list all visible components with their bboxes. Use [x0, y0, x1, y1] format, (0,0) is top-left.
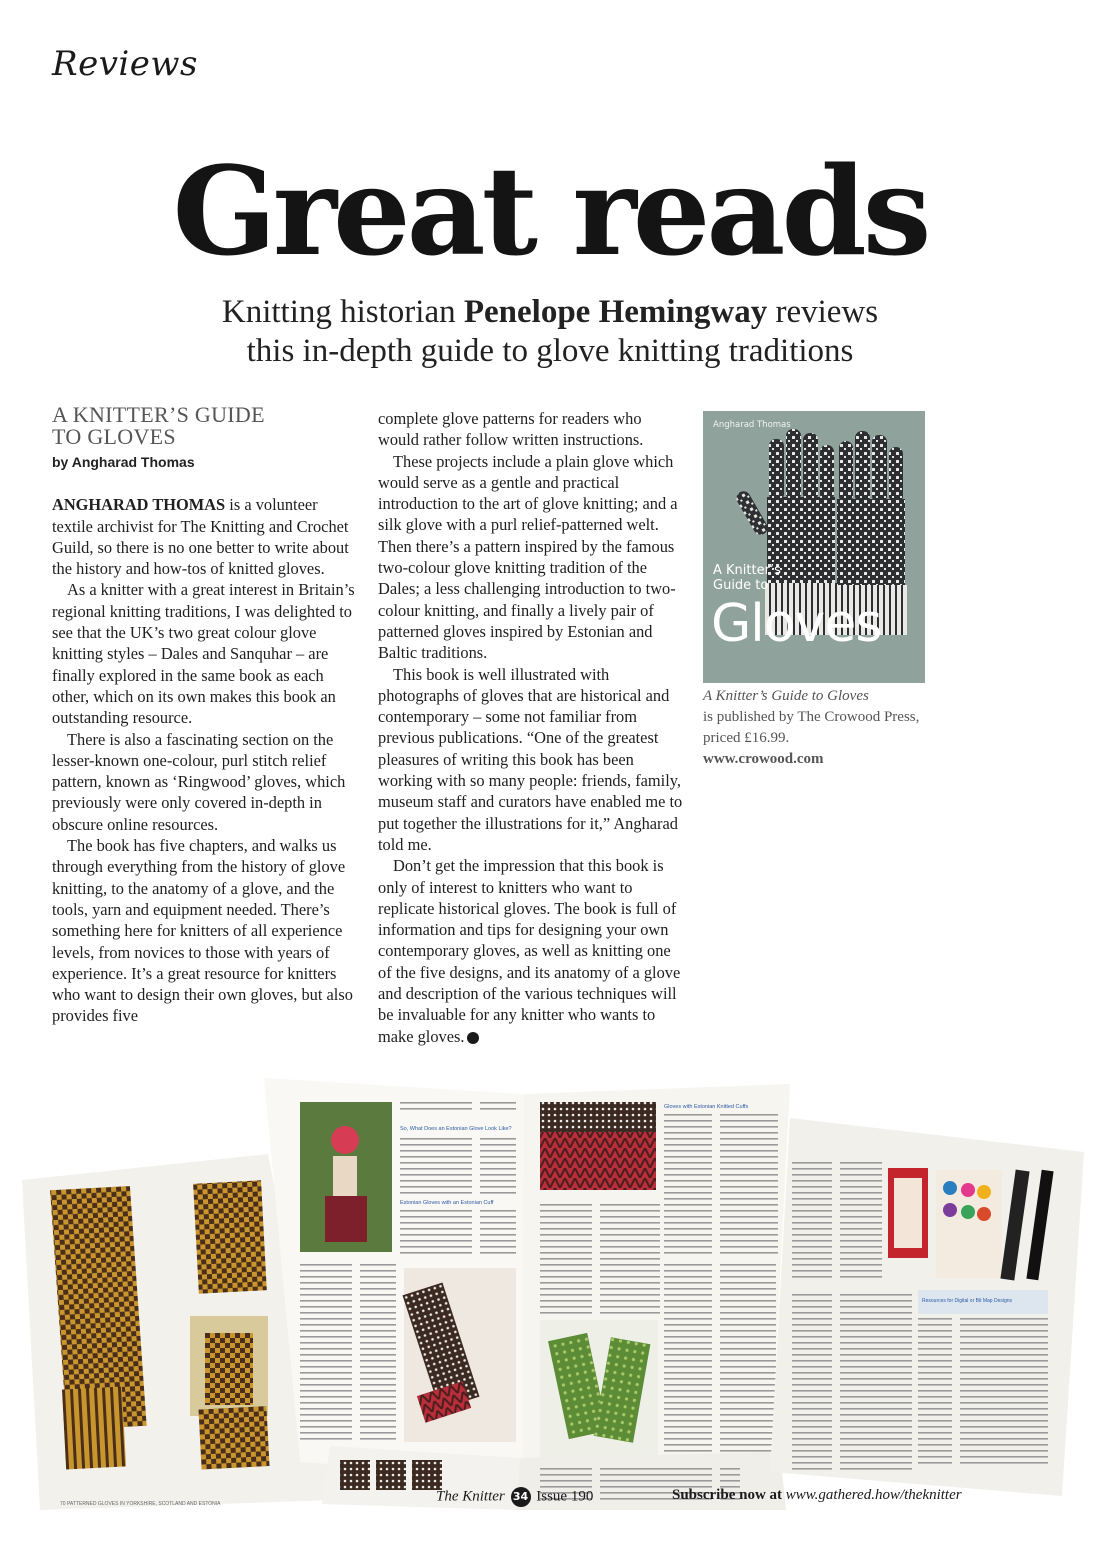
book-title: A KNITTER’S GUIDE TO GLOVES: [52, 402, 265, 449]
standfirst-line2: this in-depth guide to glove knitting traditions: [246, 333, 854, 369]
section-label: Reviews: [52, 44, 198, 84]
center-left-subheading: Estonian Gloves with an Estonian Cuff: [400, 1200, 494, 1206]
caption-book-title: A Knitter’s Guide to Gloves: [703, 688, 869, 704]
headline: Great reads: [172, 139, 928, 283]
caption-text: is published by The Crowood Press, priced £16.99.: [703, 709, 920, 746]
paragraph-2: As a knitter with a great interest in Britain’s regional knitting traditions, I was delighted to see that the UK’s two great colour glove knitting styles – Dales and Sanquhar – are finally explored in the same book as each other, which on its own makes this book an outstanding resource.: [52, 580, 355, 728]
paragraph-1: [52, 494, 355, 579]
center-left-heading: So, What Does an Estonian Glove Look Like?: [400, 1126, 512, 1132]
standfirst-post: reviews: [767, 294, 879, 330]
paragraph-8: [378, 855, 683, 1047]
page-number: 34: [511, 1487, 531, 1507]
subscribe-url[interactable]: www.gathered.how/theknitter: [785, 1487, 962, 1503]
paragraph-7: This book is well illustrated with photographs of gloves that are historical and contemporary – some not familiar from previous publications. “One of the greatest pleasures of writing this book has been working with so many people: friends, family, museum staff and curators have enabled me to put together the illustrations for it,” Angharad told me.: [378, 664, 683, 854]
paragraph-8-text: Don’t get the impression that this book is only of interest to knitters who want to replicate historical gloves. The book is full of information and tips for designing your own contemporary gloves, as well as knitting one of the five designs, and its anatomy of a glove and description of the various techniques will be invaluable for any knitter who wants to make gloves.: [378, 856, 681, 1046]
cover-subtitle: A Knitter’s Guide to: [713, 563, 781, 593]
paragraph-5: complete glove patterns for readers who would rather follow written instructions.: [378, 409, 644, 450]
book-cover: [703, 411, 925, 683]
standfirst: [100, 293, 1000, 371]
magazine-name: The Knitter: [436, 1488, 505, 1505]
paragraph-1-text: is a volunteer textile archivist for The Knitting and Crochet Guild, so there is no one better to write about the history and how-tos of knitted gloves.: [52, 495, 349, 579]
cover-author: Angharad Thomas: [713, 420, 791, 430]
center-right-page: [522, 1084, 790, 1478]
book-spread-photo: [0, 1058, 1100, 1510]
article-column-1: [52, 404, 355, 1027]
cover-title: Gloves: [711, 594, 882, 654]
footer-magazine: [436, 1487, 593, 1507]
publisher-url: www.crowood.com: [703, 751, 824, 767]
paragraph-3: There is also a fascinating section on the lesser-known one-colour, purl stitch relief pattern, known as ‘Ringwood’ gloves, which previously were only covered in-depth in obscure online resources.: [52, 729, 346, 834]
article-column-2: [378, 408, 683, 1047]
right-page-heading: Resources for Digital or Bit Map Designs: [922, 1298, 1013, 1304]
footer-subscribe: [672, 1487, 962, 1504]
right-page: [770, 1118, 1084, 1496]
issue-number: Issue 190: [536, 1488, 594, 1505]
byline: by Angharad Thomas: [52, 454, 195, 470]
center-left-page: [264, 1078, 524, 1478]
paragraph-6: These projects include a plain glove which would serve as a gentle and practical introduction to the art of glove knitting; and a silk glove with a purl relief-patterned welt. Then there’s a pattern inspired by the famous two-colour glove knitting tradition of the Dales; a less challenging introduction to two-colour knitting, and finally a lively pair of patterned gloves inspired by Estonian and Baltic traditions.: [378, 451, 678, 663]
end-mark-icon: ✚: [467, 1032, 479, 1044]
center-right-heading: Gloves with Estonian Knitted Cuffs: [664, 1104, 749, 1110]
cover-caption: [703, 686, 933, 770]
left-page-footer: 70 PATTERNED GLOVES IN YORKSHIRE, SCOTLAND AND ESTONIA: [60, 1501, 221, 1507]
standfirst-pre: Knitting historian: [221, 294, 464, 330]
paragraph-4: The book has five chapters, and walks us through everything from the history of glove knitting, to the anatomy of a glove, and the tools, yarn and equipment needed. There’s something here for knitters of all experience levels, from novices to those with years of experience. It’s a great resource for knitters who want to design their own gloves, but also provides five: [52, 836, 353, 1026]
subscribe-text: Subscribe now at: [672, 1487, 786, 1503]
lead-in: ANGHARAD THOMAS: [52, 495, 226, 515]
reviewer-name: Penelope Hemingway: [463, 294, 768, 330]
